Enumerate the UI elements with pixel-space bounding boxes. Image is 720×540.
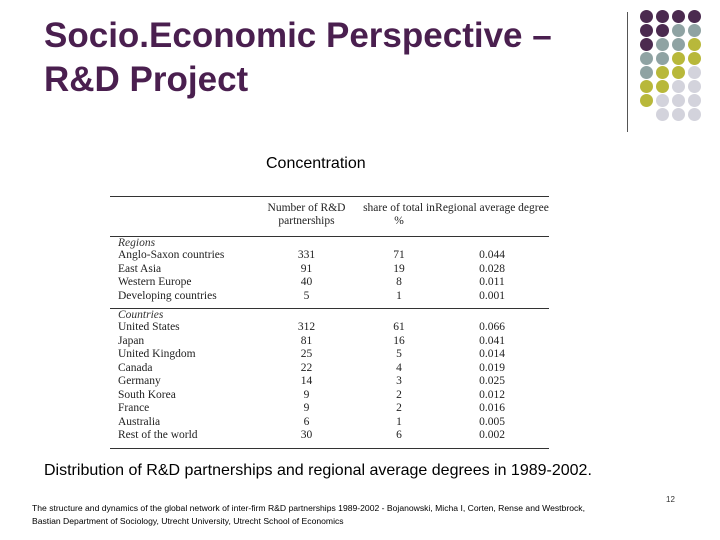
- row-label: Australia: [118, 415, 161, 428]
- table-row: [110, 290, 549, 304]
- row-partnerships: 331: [297, 249, 316, 261]
- decorative-dot: [656, 38, 669, 51]
- row-share: 1: [396, 415, 402, 428]
- row-label: France: [118, 402, 150, 414]
- row-degree: 0.066: [479, 321, 505, 333]
- table-row: [110, 276, 549, 290]
- table-row: [110, 362, 549, 376]
- row-degree: 0.044: [479, 249, 505, 261]
- decorative-dot: [672, 94, 685, 107]
- row-partnerships: 91: [300, 262, 313, 275]
- row-share: 16: [393, 334, 405, 347]
- decorative-dot: [688, 52, 701, 65]
- table-row: [110, 263, 549, 277]
- decorative-dot: [656, 24, 669, 37]
- table-row: [110, 416, 549, 430]
- row-partnerships: 25: [300, 348, 313, 360]
- decorative-dot: [688, 24, 701, 37]
- row-degree: 0.019: [479, 361, 505, 374]
- footnote-line-2: Bastian Department of Sociology, Utrecht University, Utrecht School of Economics: [32, 516, 344, 526]
- decorative-dot: [672, 66, 685, 79]
- regions-rows: [110, 249, 549, 303]
- countries-rows: [110, 321, 549, 443]
- row-partnerships: 30: [300, 429, 313, 441]
- decorative-dot: [656, 108, 669, 121]
- table-row: [110, 348, 549, 362]
- row-share: 3: [396, 375, 402, 387]
- row-partnerships: 5: [303, 289, 310, 302]
- decorative-dot: [640, 94, 653, 107]
- page-number: 12: [666, 495, 675, 504]
- decorative-dot: [688, 66, 701, 79]
- decorative-divider: [627, 12, 628, 132]
- header-degree: Regional average degree: [435, 202, 549, 214]
- header-partnerships: Number of R&D partnerships: [267, 202, 346, 227]
- row-share: 5: [396, 348, 402, 360]
- row-share: 2: [396, 402, 402, 414]
- row-label: South Korea: [118, 388, 176, 401]
- decorative-dot: [672, 108, 685, 121]
- footnote-line-1: The structure and dynamics of the global network of inter-firm R&D partnerships 1989-2002 - Bojanowski, Micha I, Corten, Rense and Westbrock,: [32, 503, 585, 513]
- row-partnerships: 9: [303, 402, 310, 414]
- decorative-dot: [640, 24, 653, 37]
- regions-section-label: Regions: [118, 237, 156, 249]
- title-line-1: Socio.Economic Perspective –: [44, 16, 552, 55]
- row-label: Japan: [118, 334, 145, 347]
- decorative-dot: [656, 94, 669, 107]
- row-label: United Kingdom: [118, 348, 196, 360]
- countries-section-label: Countries: [118, 309, 164, 321]
- row-degree: 0.001: [479, 289, 505, 302]
- row-label: Canada: [118, 361, 153, 374]
- partnership-table: [110, 196, 549, 449]
- table-row: [110, 375, 549, 389]
- row-label: East Asia: [118, 262, 162, 275]
- row-label: Western Europe: [118, 276, 192, 288]
- row-degree: 0.041: [479, 334, 505, 347]
- row-label: Anglo-Saxon countries: [118, 249, 225, 261]
- table-row: [110, 335, 549, 349]
- table-row: [110, 321, 549, 335]
- row-share: 71: [393, 249, 405, 261]
- row-partnerships: 40: [300, 276, 313, 288]
- row-share: 1: [396, 289, 402, 302]
- row-share: 61: [393, 321, 405, 333]
- decorative-dot: [656, 66, 669, 79]
- decorative-dot: [688, 108, 701, 121]
- row-label: United States: [118, 321, 180, 333]
- row-partnerships: 6: [303, 415, 310, 428]
- decorative-dot: [640, 80, 653, 93]
- row-degree: 0.012: [479, 388, 505, 401]
- row-share: 19: [393, 262, 405, 275]
- decorative-dot: [672, 10, 685, 23]
- row-partnerships: 81: [300, 334, 313, 347]
- slide-title: [44, 14, 552, 102]
- table-caption: Distribution of R&D partnerships and regional average degrees in 1989-2002.: [44, 462, 592, 479]
- row-label: Rest of the world: [118, 429, 198, 441]
- row-partnerships: 9: [303, 388, 310, 401]
- row-degree: 0.002: [479, 429, 505, 441]
- row-degree: 0.014: [479, 348, 505, 360]
- row-label: Developing countries: [118, 289, 217, 302]
- row-partnerships: 22: [300, 361, 313, 374]
- row-degree: 0.011: [479, 276, 505, 288]
- decorative-dot: [672, 24, 685, 37]
- table-row: [110, 389, 549, 403]
- decorative-dot: [640, 10, 653, 23]
- table-bottom-rule: [110, 448, 549, 449]
- decorative-dot: [640, 52, 653, 65]
- decorative-dot-grid: [640, 10, 720, 120]
- decorative-dot: [656, 52, 669, 65]
- decorative-dot: [672, 38, 685, 51]
- decorative-dot: [640, 38, 653, 51]
- decorative-dot: [688, 38, 701, 51]
- header-share: share of total in %: [363, 202, 435, 227]
- row-share: 4: [396, 361, 402, 374]
- table-row: [110, 402, 549, 416]
- row-partnerships: 312: [297, 321, 316, 333]
- row-degree: 0.028: [479, 262, 505, 275]
- row-degree: 0.016: [479, 402, 505, 414]
- source-footnote: [32, 502, 682, 528]
- decorative-dot: [688, 80, 701, 93]
- decorative-dot: [672, 80, 685, 93]
- row-degree: 0.005: [479, 415, 505, 428]
- decorative-dot: [688, 10, 701, 23]
- decorative-dot: [656, 80, 669, 93]
- title-line-2: R&D Project: [44, 60, 249, 99]
- decorative-dot: [656, 10, 669, 23]
- row-label: Germany: [118, 375, 161, 387]
- row-partnerships: 14: [300, 375, 313, 387]
- decorative-dot: [688, 94, 701, 107]
- section-subtitle: Concentration: [266, 155, 366, 172]
- row-degree: 0.025: [479, 375, 505, 387]
- row-share: 8: [396, 276, 402, 288]
- row-share: 2: [396, 388, 402, 401]
- row-share: 6: [396, 429, 402, 441]
- decorative-dot: [640, 66, 653, 79]
- table-header: [110, 197, 549, 236]
- decorative-dot: [672, 52, 685, 65]
- table-row: [110, 429, 549, 443]
- table-row: [110, 249, 549, 263]
